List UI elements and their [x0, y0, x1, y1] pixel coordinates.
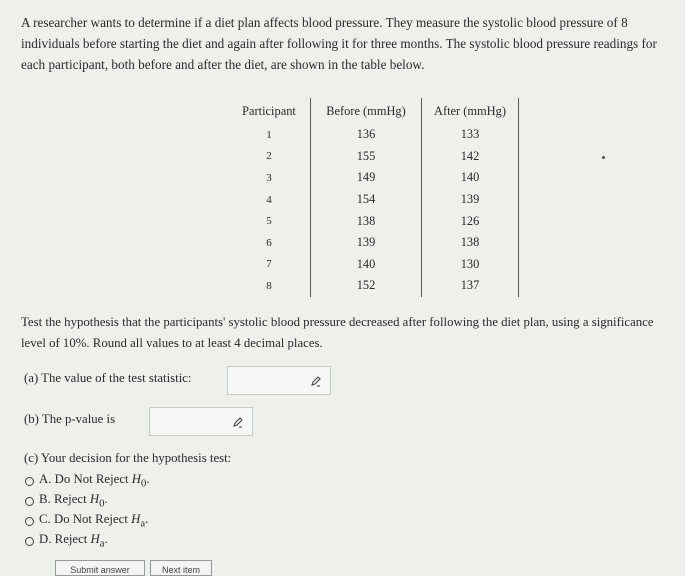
cell-participant: 7 — [228, 254, 311, 276]
table-row — [228, 167, 519, 189]
submit-answer-button[interactable]: Submit answer — [55, 560, 145, 576]
table-row — [228, 275, 519, 297]
cell-participant: 2 — [228, 146, 311, 168]
cell-before: 154 — [311, 189, 422, 211]
cell-before: 140 — [311, 254, 422, 276]
prompt-text: Test the hypothesis that the participants' systolic blood pressure decreased after following the diet plan, using a significance level of 10%. Round all values to at least 4 decimal places. — [21, 315, 654, 350]
cell-after: 138 — [422, 232, 519, 254]
cell-before: 152 — [311, 275, 422, 297]
option-a[interactable] — [25, 471, 150, 491]
cell-after: 140 — [422, 167, 519, 189]
part-b-label: (b) The p-value is — [24, 412, 116, 426]
option-label: C. Do Not Reject $H_a$. — [39, 512, 149, 530]
radio-icon[interactable] — [25, 497, 34, 506]
radio-icon[interactable] — [25, 517, 34, 526]
cell-participant: 1 — [228, 124, 311, 146]
cell-after: 126 — [422, 210, 519, 232]
header-after: After (mmHg) — [422, 98, 519, 124]
data-table — [228, 98, 519, 297]
part-c-label: (c) Your decision for the hypothesis test: — [24, 451, 232, 465]
cell-after: 139 — [422, 189, 519, 211]
stray-dot — [602, 156, 605, 159]
option-c[interactable] — [25, 511, 150, 531]
radio-icon[interactable] — [25, 477, 34, 486]
cell-before: 139 — [311, 232, 422, 254]
cell-participant: 6 — [228, 232, 311, 254]
option-label: B. Reject $H_0$. — [39, 492, 108, 510]
question-prompt — [21, 312, 671, 354]
cell-before: 138 — [311, 210, 422, 232]
table-row — [228, 124, 519, 146]
pencil-icon[interactable] — [310, 375, 322, 387]
radio-icon[interactable] — [25, 537, 34, 546]
cell-participant: 4 — [228, 189, 311, 211]
test-statistic-input[interactable] — [227, 366, 331, 395]
cell-before: 155 — [311, 146, 422, 168]
cell-participant: 8 — [228, 275, 311, 297]
option-label: D. Reject $H_a$. — [39, 532, 108, 550]
option-label: A. Do Not Reject $H_0$. — [39, 472, 150, 490]
table-row — [228, 189, 519, 211]
p-value-input[interactable] — [149, 407, 253, 436]
table-row — [228, 210, 519, 232]
header-participant: Participant — [228, 98, 311, 124]
problem-intro: A researcher wants to determine if a diet plan affects blood pressure. They measure the systolic blood pressure of 8 individuals before starting the diet and again after following it for three months. The systolic blood pressure readings for each participant, both before and after the diet, are shown in the table below. — [21, 15, 657, 72]
cell-after: 130 — [422, 254, 519, 276]
option-d[interactable] — [25, 531, 150, 551]
next-item-button[interactable]: Next item — [150, 560, 212, 576]
cell-participant: 3 — [228, 167, 311, 189]
option-b[interactable] — [25, 491, 150, 511]
table-row — [228, 254, 519, 276]
table-header-row — [228, 98, 519, 124]
cell-after: 142 — [422, 146, 519, 168]
cell-after: 133 — [422, 124, 519, 146]
cell-participant: 5 — [228, 210, 311, 232]
cell-before: 149 — [311, 167, 422, 189]
part-a-label: (a) The value of the test statistic: — [24, 371, 192, 385]
header-before: Before (mmHg) — [311, 98, 422, 124]
pencil-icon[interactable] — [232, 416, 244, 428]
cell-after: 137 — [422, 275, 519, 297]
cell-before: 136 — [311, 124, 422, 146]
problem-statement — [21, 12, 683, 75]
table-row — [228, 232, 519, 254]
table-row — [228, 146, 519, 168]
decision-options — [25, 471, 150, 551]
